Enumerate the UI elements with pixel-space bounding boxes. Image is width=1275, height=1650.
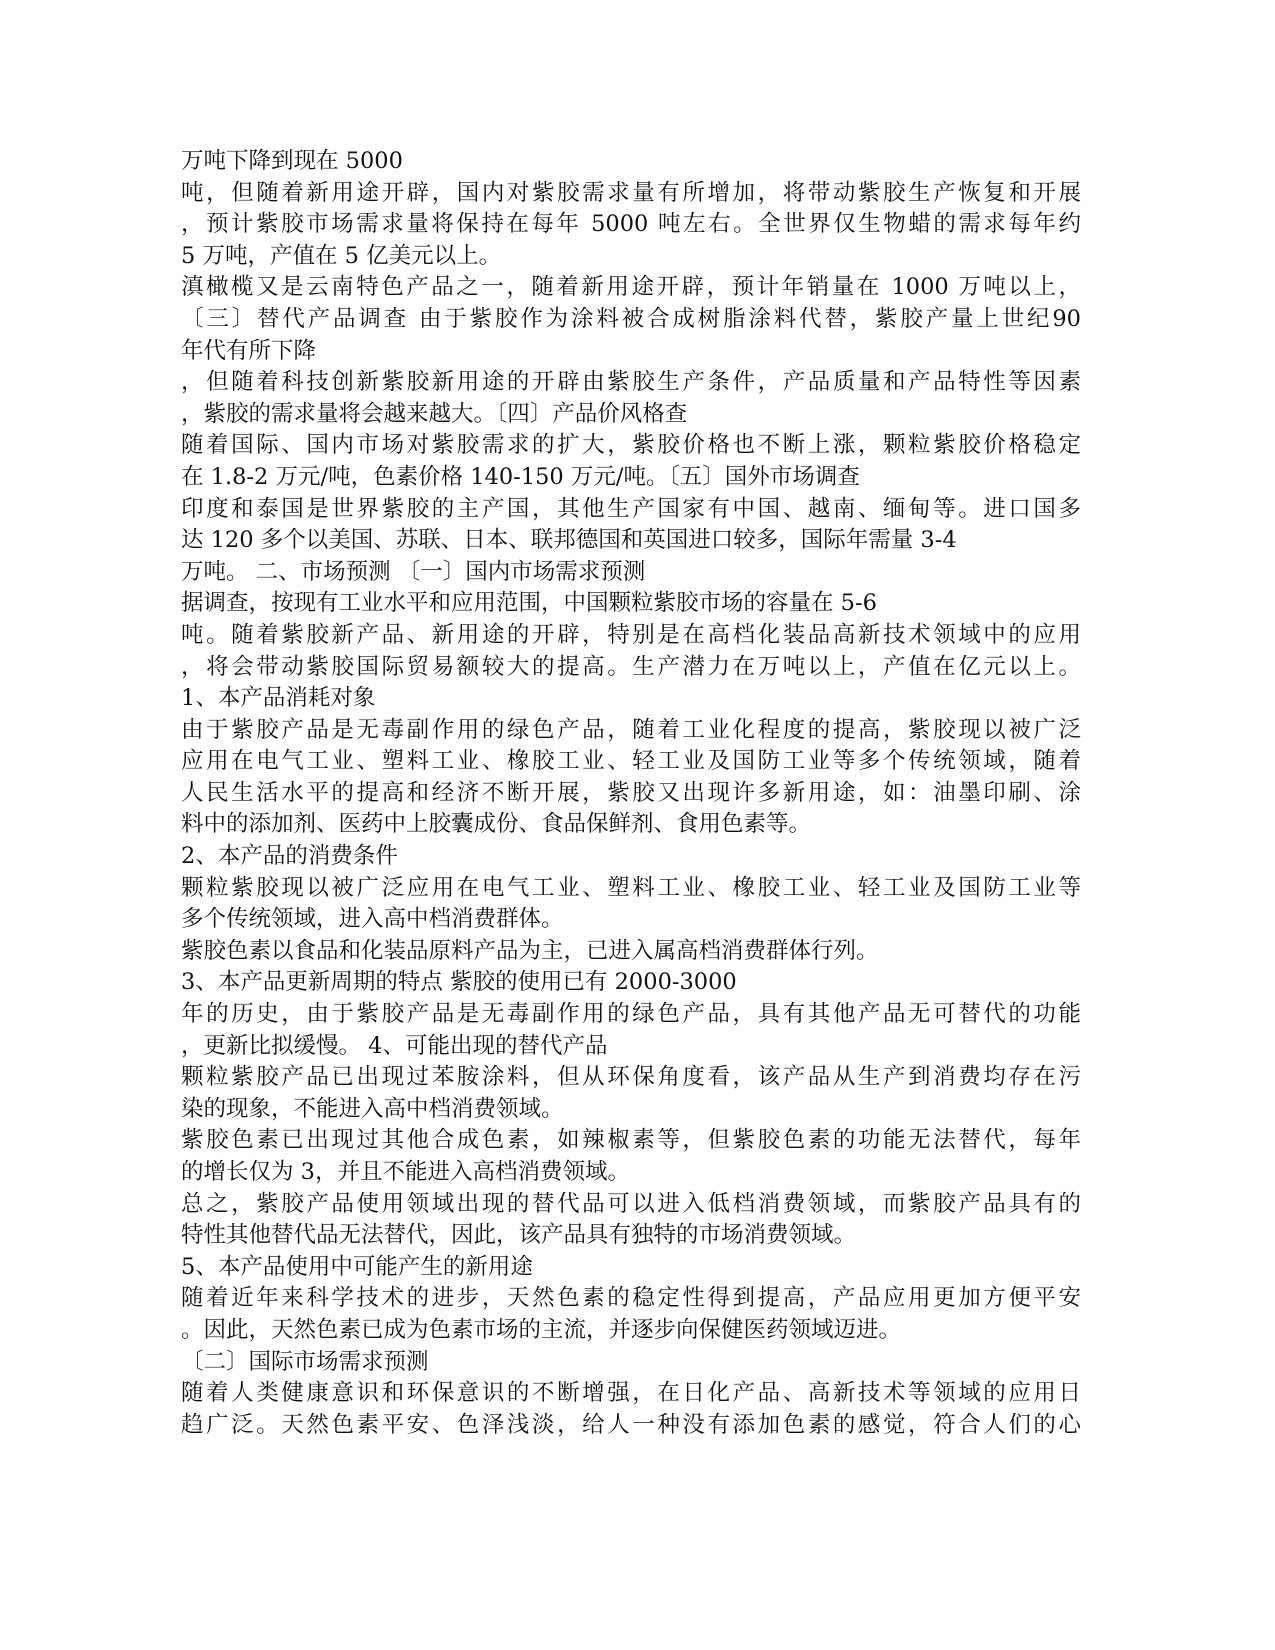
text-line: 印度和泰国是世界紫胶的主产国，其他生产国家有中国、越南、缅甸等。进口国多 (181, 495, 1081, 522)
text-line: 万吨。 二、市场预测 〔一〕国内市场需求预测 (181, 558, 646, 585)
text-line: 随着近年来科学技术的进步，天然色素的稳定性得到提高，产品应用更加方便平安 (181, 1285, 1081, 1312)
text-line: 吨。随着紫胶新产品、新用途的开辟，特别是在高档化装品高新技术领域中的应用 (181, 621, 1081, 648)
text-line: 人民生活水平的提高和经济不断开展，紫胶又出现许多新用途，如：油墨印刷、涂 (181, 779, 1081, 806)
text-line: 。因此，天然色素已成为色素市场的主流，并逐步向保健医药领域迈进。 (181, 1316, 902, 1343)
text-line: 趋广泛。天然色素平安、色泽浅淡，给人一种没有添加色素的感觉，符合人们的心 (181, 1411, 1081, 1438)
text-line: 应用在电气工业、塑料工业、橡胶工业、轻工业及国防工业等多个传统领域，随着 (181, 748, 1081, 775)
text-line: 5、本产品使用中可能产生的新用途 (181, 1253, 533, 1280)
text-line: 年代有所下降 (181, 337, 317, 364)
text-line: 3、本产品更新周期的特点 紫胶的使用已有 2000-3000 (181, 969, 737, 996)
text-line: 染的现象，不能进入高中档消费领域。 (181, 1095, 564, 1122)
text-line: 5 万吨，产值在 5 亿美元以上。 (181, 242, 502, 269)
text-line: 多个传统领域，进入高中档消费群体。 (181, 906, 564, 933)
text-line: 总之，紫胶产品使用领域出现的替代品可以进入低档消费领域，而紫胶产品具有的 (181, 1190, 1081, 1217)
text-line: 由于紫胶产品是无毒副作用的绿色产品，随着工业化程度的提高，紫胶现以被广泛 (181, 716, 1081, 743)
text-line: ，将会带动紫胶国际贸易额较大的提高。生产潜力在万吨以上，产值在亿元以上。 (181, 653, 1081, 680)
text-line: 〔三〕替代产品调查 由于紫胶作为涂料被合成树脂涂料代替，紫胶产量上世纪90 (181, 305, 1081, 332)
text-line: 料中的添加剂、医药中上胶囊成份、食品保鲜剂、食用色素等。 (181, 811, 812, 838)
text-line: 特性其他替代品无法替代，因此，该产品具有独特的市场消费领域。 (181, 1222, 857, 1249)
text-line: ，但随着科技创新紫胶新用途的开辟由紫胶生产条件，产品质量和产品特性等因素 (181, 369, 1081, 396)
text-line: 紫胶色素以食品和化装品原料产品为主，已进入属高档消费群体行列。 (181, 937, 879, 964)
text-line: 的增长仅为 3，并且不能进入高档消费领域。 (181, 1159, 630, 1185)
text-line: 在 1.8-2 万元/吨，色素价格 140-150 万元/吨。〔五〕国外市场调查 (181, 463, 860, 490)
document-body (181, 146, 1081, 1441)
text-line: 〔二〕国际市场需求预测 (181, 1348, 429, 1375)
text-line: ，预计紫胶市场需求量将保持在每年 5000 吨左右。全世界仅生物蜡的需求每年约 (181, 211, 1081, 238)
text-line: ，紫胶的需求量将会越来越大。〔四〕产品价风格查 (181, 400, 688, 427)
text-line: 滇橄榄又是云南特色产品之一，随着新用途开辟，预计年销量在 1000 万吨以上， (181, 274, 1081, 301)
text-line: 吨，但随着新用途开辟，国内对紫胶需求量有所增加，将带动紫胶生产恢复和开展 (181, 179, 1081, 206)
text-line: 随着国际、国内市场对紫胶需求的扩大，紫胶价格也不断上涨，颗粒紫胶价格稳定 (181, 432, 1081, 459)
text-line: 1、本产品消耗对象 (181, 685, 376, 712)
text-line: 万吨下降到现在 5000 (181, 148, 403, 174)
text-line: ，更新比拟缓慢。 4、可能出现的替代产品 (181, 1032, 608, 1059)
text-line: 颗粒紫胶产品已出现过苯胺涂料，但从环保角度看，该产品从生产到消费均存在污 (181, 1064, 1081, 1091)
text-line: 紫胶色素已出现过其他合成色素，如辣椒素等，但紫胶色素的功能无法替代，每年 (181, 1127, 1081, 1154)
text-line: 颗粒紫胶现以被广泛应用在电气工业、塑料工业、橡胶工业、轻工业及国防工业等 (181, 874, 1081, 901)
text-line: 年的历史，由于紫胶产品是无毒副作用的绿色产品，具有其他产品无可替代的功能 (181, 1001, 1081, 1028)
text-line: 2、本产品的消费条件 (181, 843, 398, 870)
text-line: 据调查，按现有工业水平和应用范围，中国颗粒紫胶市场的容量在 5-6 (181, 590, 877, 617)
text-line: 达 120 多个以美国、苏联、日本、联邦德国和英国进口较多，国际年需量 3-4 (181, 527, 957, 554)
text-line: 随着人类健康意识和环保意识的不断增强，在日化产品、高新技术等领域的应用日 (181, 1380, 1081, 1407)
